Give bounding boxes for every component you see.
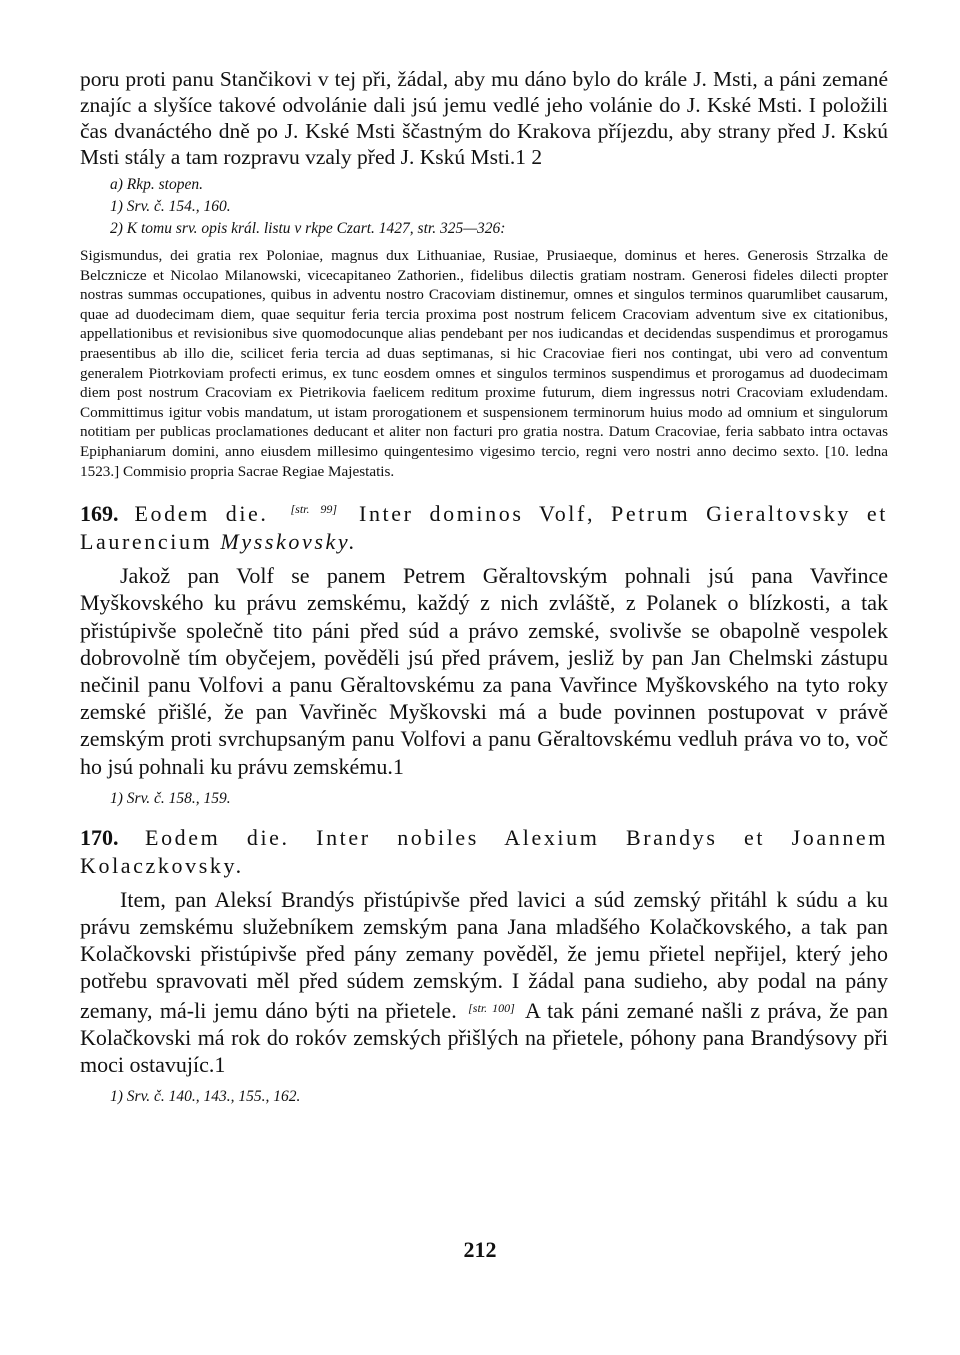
page-number: 212 bbox=[463, 1237, 497, 1262]
entry-169-title-italic: Mysskovsky. bbox=[220, 529, 358, 555]
entry-170-text bbox=[80, 886, 888, 1078]
entry-170-footnote: 1) Srv. č. 140., 143., 155., 162. bbox=[110, 1088, 301, 1106]
entry-170-title: Eodem die. Inter nobiles Alexium Brandys et Joannem Kolaczkovsky. bbox=[80, 824, 888, 878]
entry-170-heading bbox=[80, 824, 888, 880]
entry-170-number: 170. bbox=[80, 824, 119, 850]
entry-169-page-ref: [str. 99] bbox=[290, 502, 338, 517]
footnote-1: 1) Srv. č. 154., 160. bbox=[110, 198, 231, 215]
entry-169-footnote: 1) Srv. č. 158., 159. bbox=[110, 789, 231, 807]
entry-169-text: Jakož pan Volf se panem Petrem Gěraltovským pohnali jsú pana Vavřince Myškovského ku právu zemskému, každý z nich zvláště, z Polanek o blízkosti, a tak přistúpivše společně tito páni před súd a právo zemské, svolivše se obapolně vespolek dobrovolně tím obyčejem, pověděli jsú před právem, jesliž by pan Jan Chelmski zástupu nečinil panu Volfovi a panu Gěraltovskému za pana Vavřince Myškovského na tyto roky zemské přišlé, že pan Vavřiněc Myškovski má a bude povinnen postupovat v právě zemským proti svrchupsaným panu Volfovi a panu Gěraltovskému vedluh práva vo to, voč ho jsú pohnali ku právu zemskému.1 bbox=[80, 563, 888, 779]
entry-170-text-b: A tak páni zemané našli z práva, že pan Kolačkovski má rok do rokóv zemských přišlých na přietele, póhony pana Brandýsovy při moci ostavujíc.1 bbox=[80, 997, 888, 1077]
footnote-2: 2) K tomu srv. opis král. listu v rkpe Czart. 1427, str. 325—326: bbox=[110, 220, 506, 237]
continuation-paragraph: poru proti panu Stančikovi v tej při, žádal, aby mu dáno bylo do krále J. Msti, a páni zemané znajíc a slyšíce takové odvolánie dali jsú jemu vedlé jeho volánie do J. Kské Msti. I položili čas dvanáctého dně po J. Kské Msti ščastným do Krakova příjezdu, aby strany před J. Kskú Msti stály a tam rozpravu vzaly před J. Kskú Msti.1 2 bbox=[80, 67, 888, 169]
page-body bbox=[80, 66, 888, 1108]
entry-169-heading bbox=[80, 495, 888, 556]
footnote-a: a) Rkp. stopen. bbox=[110, 176, 203, 193]
entry-170-text-a: Item, pan Aleksí Brandýs přistúpivše před lavici a súd zemský přitáhl k súdu a ku právu zemskému služebníkem zemským pana Jana mladšého Kolačkovského, a tak pan Kolačkovski přistúpivše před pány zemany pověděl, že jemu přietel nepřijel, který jeho potřebu spravovati měl před súdem zemským. I žádal pana sudieho, aby podal na pány zemany, má-li jemu dáno býti na přietele. bbox=[80, 886, 888, 1023]
entry-170-page-ref: [str. 100] bbox=[468, 1000, 515, 1015]
entry-169-date: Eodem die. bbox=[134, 501, 269, 527]
entry-169-number: 169. bbox=[80, 501, 119, 527]
latin-note: Sigismundus, dei gratia rex Poloniae, magnus dux Lithuaniae, Rusiae, Prusiaeque, dominus et heres. Generosis Strzalka de Belcznicze et Nicolao Milanowski, vicecapitaneo Zathorien., fidelibus dilectis gratiam nostram. Generosi fideles dilecti propter nostras summas occupationes, quibus in adventu nostro Cracoviam distinemur, omnes et singulos terminos quarumlibet causarum, quae ad duodecimam diem, quae sequitur feria tercia proxima post nostrum felicem Cracoviam adventum sive ex citationibus, appellationibus et revisionibus sive quomodocunque alias pendebant per nos iudicandas et decidendas suspendimus et prorogamus praesentibus ab illo die, scilicet feria tercia ad duas septimanas, si hic Cracoviae fieri nos contingat, ubi vero ad conventum generalem Piotrkoviam profecti erimus, ex tunc eosdem omnes et singulos terminos suspendimus et prorogamus ad duodecimam diem post nostrum Cracoviam ex Pietrikovia faelicem reditum proxime futurum, diem ingressus notri Cracoviam exludendam. Committimus igitur vobis mandatum, ut istam prorogationem et suspensionem terminorum huius modo ad omnium et singulorum notitiam per publicas proclamationes deducant et aliter non facturi pro gratia nostra. Datum Cracoviae, feria sabbato intra octavas Epiphaniarum domini, anno eiusdem millesimo quingentesimo vigesimo tercio, regni vero nostri anno decimo sexto. [10. ledna 1523.] Commisio propria Sacrae Regiae Majestatis. bbox=[80, 247, 888, 480]
entry-169-title: Inter dominos Volf, Petrum Gieraltovsky et Laurencium bbox=[80, 501, 888, 555]
